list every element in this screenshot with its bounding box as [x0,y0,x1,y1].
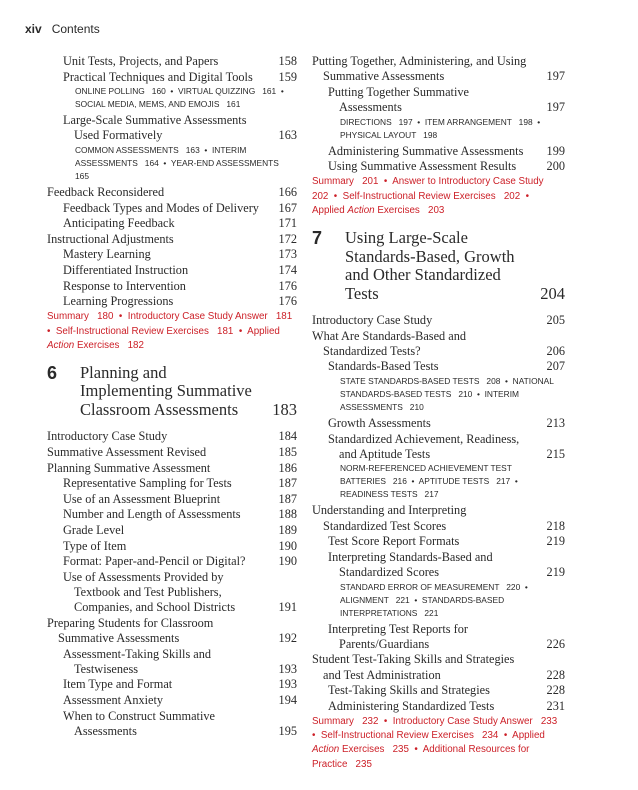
entry-title: Use of an Assessment Blueprint [63,491,221,506]
entry-title: Differentiated Instruction [63,262,189,277]
page-ref: 185 [278,445,297,460]
entry-title: Summative Assessment Revised [47,445,207,460]
toc-entry [47,216,297,231]
page-ref: 187 [278,476,297,491]
review-text: Exercises 203 [374,204,445,216]
toc-entry [47,232,297,247]
entry-title: What Are Standards-Based and Standardized Tests? [312,328,467,358]
entry-title: Test-Taking Skills and Strategies [328,683,490,698]
page-ref: 228 [546,667,565,682]
page-ref: 205 [546,313,565,327]
page-ref: 231 [546,698,565,713]
toc-entry [47,647,297,677]
entry-title: Student Test-Taking Skills and Strategies and Test Administration [312,652,515,682]
toc-subtopics: STANDARD ERROR OF MEASUREMENT 220 • ALIGNMENT 221 • STANDARDS-BASED INTERPRETATIONS 221 [340,581,533,618]
toc-entry [47,677,297,692]
toc-subtopics: DIRECTIONS 197 • ITEM ARRANGEMENT 198 • PHYSICAL LAYOUT 198 [340,116,545,140]
entry-title: Standardized Achievement, Readiness, and Aptitude Tests [328,431,520,461]
entry-title: Introductory Case Study [312,313,433,327]
toc-right-column [312,54,565,774]
page-ref: 207 [546,359,565,374]
chapter-heading [312,229,565,303]
page-ref: 163 [278,128,297,143]
entry-title: Standards-Based Tests [328,359,439,374]
page-ref: 219 [546,564,565,579]
toc-entry [47,523,297,538]
entry-title: Preparing Students for Classroom Summative Assessments [47,615,214,645]
entry-title: Putting Together, Administering, and Using Summative Assessments [312,54,527,84]
chapter-title: Planning and Implementing Summative Classroom Assessments [80,362,252,419]
running-title: Contents [51,22,100,36]
toc-subtopics: STATE STANDARDS-BASED TESTS 208 • NATIONAL STANDARDS-BASED TESTS 210 • INTERIM ASSESSMENTS 210 [340,375,556,412]
review-text: Action [347,204,375,216]
entry-title: Feedback Reconsidered [47,184,165,199]
toc-entry [47,539,297,554]
page-ref: 228 [546,683,565,698]
toc-entry [47,476,297,491]
page-ref: 190 [278,554,297,569]
entry-title: Instructional Adjustments [47,231,174,246]
toc-entry [312,432,565,462]
toc-entry [312,54,565,84]
chapter-review-links [312,715,565,772]
toc-entry [312,622,565,652]
toc-entry [47,294,297,309]
toc-entry [312,329,565,359]
toc-subtopics: NORM-REFERENCED ACHIEVEMENT TEST BATTERIES 216 • APTITUDE TESTS 217 • READINESS TESTS 217 [340,463,523,500]
entry-title: Assessment Anxiety [63,692,164,707]
toc-entry [312,683,565,698]
chapter-review-links [47,310,297,353]
toc-entry [47,570,297,616]
toc-entry [47,54,297,69]
page-ref: 166 [278,184,297,199]
page-ref: 213 [546,415,565,430]
entry-title: Assessment-Taking Skills and Testwiseness [63,646,212,676]
entry-title: Unit Tests, Projects, and Papers [63,54,219,68]
page-ref: 192 [278,631,297,645]
review-text: Exercises 182 [74,339,144,351]
chapter-heading [47,364,297,420]
page-ref: 184 [278,429,297,444]
page-ref: 191 [278,600,297,615]
toc-entry [312,699,565,714]
page-ref: 197 [546,69,565,84]
page-ref: 193 [278,661,297,676]
page-ref: 194 [278,692,297,707]
entry-title: When to Construct Summative Assessments [63,708,215,738]
page-ref: 218 [546,518,565,533]
review-text: Summary 201 • Answer to Introductory Case Study 202 • Self-Instructional Review Exercises 202 • Applied [312,176,552,216]
running-header [25,22,100,36]
entry-title: Item Type and Format [63,677,173,692]
chapter-number: 7 [312,228,323,248]
toc-entry [47,693,297,708]
toc-subtopics: ONLINE POLLING 160 • VIRTUAL QUIZZING 161 • SOCIAL MEDIA, MEMS, AND EMOJIS 161 [75,86,289,110]
entry-title: Anticipating Feedback [63,216,175,231]
page-ref: 199 [546,143,565,158]
page-ref: 171 [278,216,297,231]
entry-title: Practical Techniques and Digital Tools [63,69,253,84]
toc-left-column [47,54,297,739]
toc-entry [47,201,297,216]
toc-entry [47,445,297,460]
page-ref: 200 [546,159,565,174]
entry-title: Understanding and Interpreting Standardized Test Scores [312,503,467,533]
entry-title: Putting Together Summative Assessments [328,84,469,114]
entry-title: Format: Paper-and-Pencil or Digital? [63,554,246,569]
toc-entry [47,185,297,200]
toc-entry [47,492,297,507]
toc-entry [47,113,297,143]
chapter-title: Using Large-Scale Standards-Based, Growth and Other Standardized Tests [345,228,515,303]
page-ref: 195 [278,723,297,738]
entry-title: Growth Assessments [328,415,431,430]
toc-entry [312,313,565,328]
entry-title: Test Score Report Formats [328,534,460,549]
entry-title: Interpreting Standards-Based and Standardized Scores [328,549,493,579]
page-ref: 158 [278,54,297,68]
page-ref: 197 [546,100,565,114]
toc-entry [47,461,297,476]
toc-entry [47,263,297,278]
page-ref: 174 [278,262,297,277]
toc-entry [47,554,297,569]
entry-title: Number and Length of Assessments [63,507,241,522]
toc-entry [47,70,297,85]
page-ref: 219 [546,534,565,549]
page-ref: 167 [278,200,297,215]
page-ref: 206 [546,343,565,358]
page-ref: 226 [546,636,565,651]
entry-title: Use of Assessments Provided by Textbook and Test Publishers, Companies, and School Districts [63,569,236,615]
toc-entry [47,616,297,646]
chapter-page: 183 [272,399,297,419]
toc-entry [312,159,565,174]
page-ref: 176 [278,294,297,309]
page-ref: 176 [278,278,297,293]
review-text: Exercises 235 • Additional Resources for Practice 235 [312,744,533,770]
page-ref: 188 [278,507,297,522]
page-ref: 193 [278,677,297,692]
page-ref: 215 [546,446,565,461]
review-text: Action [312,744,340,756]
page-ref: 173 [278,247,297,262]
chapter-page: 204 [540,283,565,303]
entry-title: Large-Scale Summative Assessments Used Formatively [63,113,247,143]
page-ref: 186 [278,460,297,475]
page-ref: 190 [278,538,297,553]
page-ref: 189 [278,523,297,538]
entry-title: Type of Item [63,538,127,553]
entry-title: Administering Summative Assessments [328,143,524,158]
chapter-review-links [312,175,565,218]
toc-entry [312,503,565,533]
entry-title: Using Summative Assessment Results [328,159,517,174]
page-number: xiv [25,22,42,36]
review-text: Summary 232 • Introductory Case Study Answer 233 • Self-Instructional Review Exercises 234 • Applied [312,715,563,742]
toc-entry [47,279,297,294]
entry-title: Representative Sampling for Tests [63,476,232,491]
toc-entry [312,550,565,580]
toc-entry [312,416,565,431]
review-text: Summary 180 • Introductory Case Study Answer 181 • Self-Instructional Review Exercises 181 • Applied [47,311,298,337]
toc-entry [47,709,297,739]
entry-title: Interpreting Test Reports for Parents/Guardians [328,621,468,651]
entry-title: Introductory Case Study [47,429,168,444]
toc-entry [312,652,565,682]
toc-entry [47,507,297,522]
entry-title: Administering Standardized Tests [328,698,495,713]
page-ref: 187 [278,491,297,506]
entry-title: Planning Summative Assessment [47,460,211,475]
toc-entry [312,534,565,549]
entry-title: Learning Progressions [63,294,174,309]
page-ref: 172 [278,231,297,246]
chapter-number: 6 [47,362,58,383]
toc-subtopics: COMMON ASSESSMENTS 163 • INTERIM ASSESSMENTS 164 • YEAR-END ASSESSMENTS 165 [75,144,286,181]
page-ref: 159 [278,69,297,84]
entry-title: Grade Level [63,523,125,538]
entry-title: Response to Intervention [63,278,186,293]
toc-entry [312,144,565,159]
toc-entry [47,247,297,262]
entry-title: Feedback Types and Modes of Delivery [63,200,259,215]
review-text: Action [47,339,75,351]
entry-title: Mastery Learning [63,247,151,262]
toc-entry [312,359,565,374]
toc-entry [47,429,297,444]
toc-entry [312,85,565,115]
